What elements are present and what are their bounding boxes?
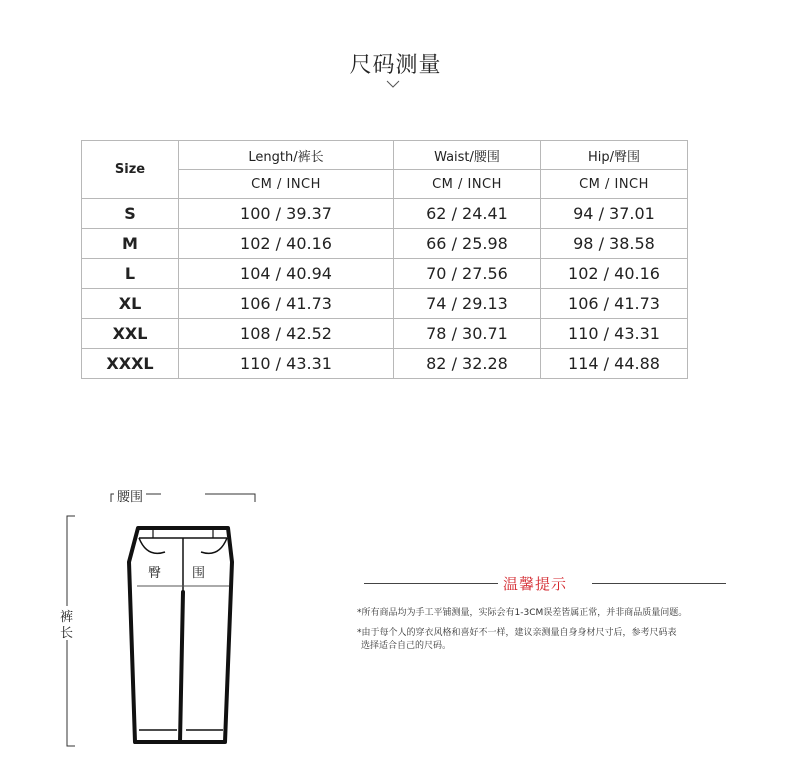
- size-cell: XXXL: [82, 349, 179, 379]
- size-cell: XXL: [82, 319, 179, 349]
- waist-cell: 78 / 30.71: [394, 319, 541, 349]
- length-cell: 102 / 40.16: [179, 229, 394, 259]
- tips-title: 温馨提示: [503, 575, 568, 593]
- hip-cell: 110 / 43.31: [541, 319, 688, 349]
- hip-label-right: 围: [192, 566, 206, 581]
- hip-cell: 114 / 44.88: [541, 349, 688, 379]
- table-header-row: [82, 141, 688, 170]
- waist-label: 腰围: [114, 486, 146, 505]
- hip-unit: CM / INCH: [541, 170, 688, 199]
- length-cell: 108 / 42.52: [179, 319, 394, 349]
- size-cell: S: [82, 199, 179, 229]
- pants-measurement-diagram: [55, 480, 275, 755]
- tip-line-3: 选择适合自己的尺码。: [361, 641, 452, 651]
- length-cell: 100 / 39.37: [179, 199, 394, 229]
- size-cell: L: [82, 259, 179, 289]
- hip-label-left: 臀: [148, 566, 162, 581]
- table-row: [82, 319, 688, 349]
- tip-line-1: *所有商品均为手工平铺测量，实际会有1-3CM误差皆属正常，并非商品质量问题。: [357, 608, 688, 618]
- table-row: [82, 349, 688, 379]
- length-column-header: Length/裤长: [179, 141, 394, 170]
- waist-cell: 82 / 32.28: [394, 349, 541, 379]
- waist-cell: 66 / 25.98: [394, 229, 541, 259]
- tips-divider-left: [364, 583, 498, 584]
- length-cell: 104 / 40.94: [179, 259, 394, 289]
- hip-cell: 94 / 37.01: [541, 199, 688, 229]
- waist-cell: 62 / 24.41: [394, 199, 541, 229]
- waist-cell: 74 / 29.13: [394, 289, 541, 319]
- table-row: [82, 199, 688, 229]
- waist-unit: CM / INCH: [394, 170, 541, 199]
- length-label-top: 裤: [60, 610, 74, 625]
- length-cell: 106 / 41.73: [179, 289, 394, 319]
- table-row: [82, 289, 688, 319]
- size-chart-table: [81, 140, 688, 379]
- pants-icon: [129, 528, 232, 742]
- hip-column-header: Hip/臀围: [541, 141, 688, 170]
- table-row: [82, 259, 688, 289]
- length-cell: 110 / 43.31: [179, 349, 394, 379]
- waist-column-header: Waist/腰围: [394, 141, 541, 170]
- table-row: [82, 229, 688, 259]
- length-label-bottom: 长: [60, 626, 74, 641]
- hip-cell: 102 / 40.16: [541, 259, 688, 289]
- length-unit: CM / INCH: [179, 170, 394, 199]
- chevron-down-icon: [386, 80, 400, 89]
- hip-cell: 98 / 38.58: [541, 229, 688, 259]
- tips-divider-right: [592, 583, 726, 584]
- size-column-header: Size: [82, 141, 179, 199]
- tip-line-2: *由于每个人的穿衣风格和喜好不一样，建议亲测量自身身材尺寸后，参考尺码表: [357, 628, 677, 638]
- size-cell: M: [82, 229, 179, 259]
- page-title: 尺码测量: [349, 53, 442, 78]
- hip-cell: 106 / 41.73: [541, 289, 688, 319]
- size-cell: XL: [82, 289, 179, 319]
- waist-cell: 70 / 27.56: [394, 259, 541, 289]
